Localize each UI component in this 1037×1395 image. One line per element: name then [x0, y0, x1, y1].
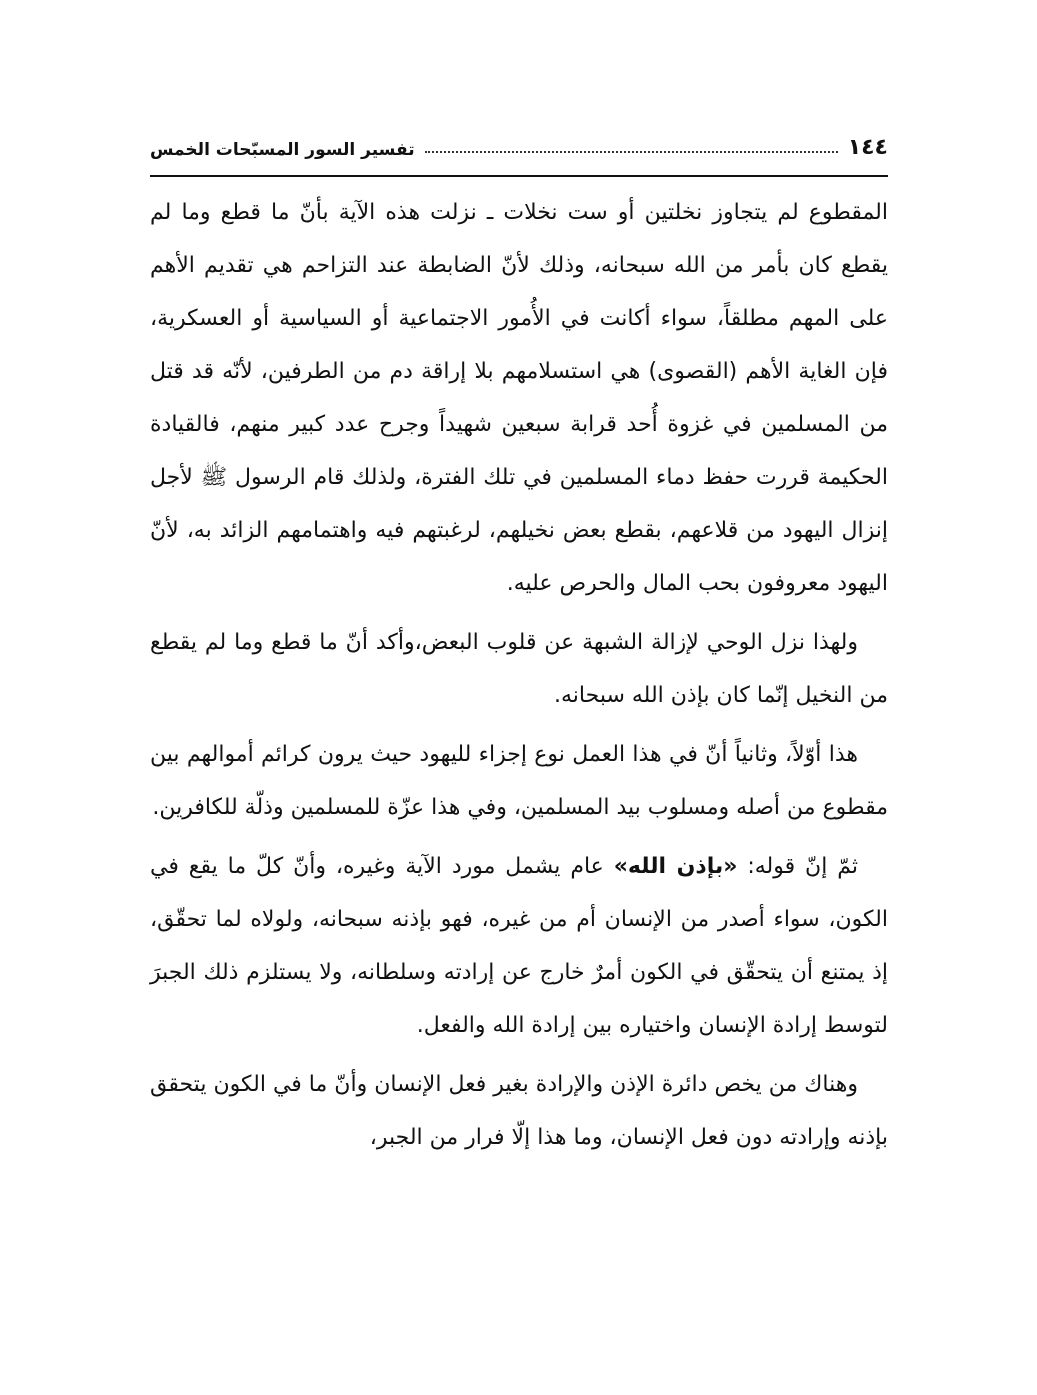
paragraph-1: المقطوع لم يتجاوز نخلتين أو ست نخلات ـ نزلت هذه الآية بأنّ ما قطع وما لم يقطع كان بأمر من الله سبحانه، وذلك لأنّ الضابطة عند التزاحم هي تقديم الأهم على المهم مطلقاً، سواء أكانت في الأُمور الاجتماعية أو السياسية أو العسكرية، فإن الغاية الأهم (القصوى) هي استسلامهم بلا إراقة دم من الطرفين، لأنّه قد قتل من المسلمين في غزوة أُحد قرابة سبعين شهيداً وجرح عدد كبير منهم، فالقيادة الحكيمة قررت حفظ دماء المسلمين في تلك الفترة، ولذلك قام الرسول ﷺ لأجل إنزال اليهود من قلاعهم، بقطع بعض نخيلهم، لرغبتهم فيه واهتمامهم الزائد به، لأنّ اليهود معروفون بحب المال والحرص عليه.	[150, 200, 888, 596]
paragraph-4-lead: ثمّ إنّ قوله:	[737, 854, 858, 879]
page-body	[150, 186, 888, 1164]
paragraph-4	[150, 840, 888, 1052]
paragraph-2: ولهذا نزل الوحي لإزالة الشبهة عن قلوب البعض،وأكد أنّ ما قطع وما لم يقطع من النخيل إنّما كان بإذن الله سبحانه.	[150, 630, 888, 708]
page-number: ١٤٤	[847, 135, 888, 160]
running-title: تفسير السور المسبّحات الخمس	[150, 140, 415, 160]
header-dotted-leader	[425, 151, 838, 153]
header-divider	[150, 175, 888, 177]
paragraph-4-rest: عام يشمل مورد الآية وغيره، وأنّ كلّ ما يقع في الكون، سواء أصدر من الإنسان أم من غيره، فهو بإذنه سبحانه، ولولاه لما تحقّق، إذ يمتنع أن يتحقّق في الكون أمرٌ خارج عن إرادته وسلطانه، ولا يستلزم ذلك الجبرَ لتوسط إرادة الإنسان واختياره بين إرادة الله والفعل.	[150, 854, 888, 1038]
paragraph-5: وهناك من يخص دائرة الإذن والإرادة بغير فعل الإنسان وأنّ ما في الكون يتحقق بإذنه وإرادته دون فعل الإنسان، وما هذا إلّا فرار من الجبر،	[150, 1072, 888, 1150]
page-header	[150, 128, 888, 160]
paragraph-3: هذا أوّلاً، وثانياً أنّ في هذا العمل نوع إجزاء لليهود حيث يرون كرائم أموالهم بين مقطوع من أصله ومسلوب بيد المسلمين، وفي هذا عزّة للمسلمين وذلّة للكافرين.	[150, 742, 888, 820]
quran-quote: «بإذن الله»	[613, 854, 738, 879]
